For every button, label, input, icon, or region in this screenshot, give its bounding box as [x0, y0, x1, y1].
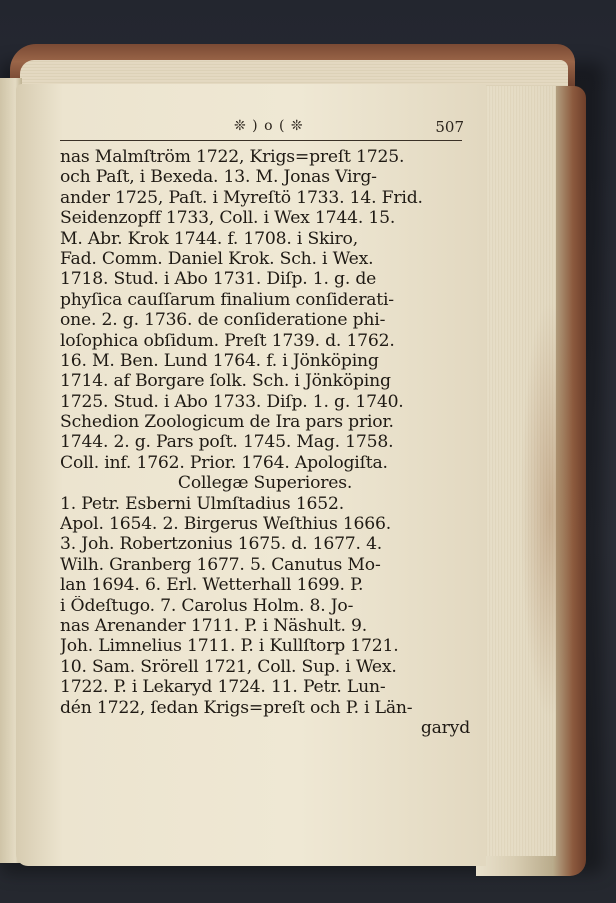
text-line: dén 1722, ſedan Krigs=preſt och P. i Län-	[60, 697, 413, 718]
text-line: nas Arenander 1711. P. i Näshult. 9.	[60, 615, 368, 636]
section-heading: Collegæ Superiores.	[177, 473, 353, 494]
text-line: och Paſt, i Bexeda. 13. M. Jonas Virg-	[60, 167, 377, 188]
catchword: garyd	[420, 717, 470, 738]
text-line: 3. Joh. Robertzonius 1675. d. 1677. 4.	[60, 534, 383, 555]
text-line: Joh. Limnelius 1711. P. i Kullſtorp 1721.	[60, 636, 399, 657]
text-line: 10. Sam. Srörell 1721, Coll. Sup. i Wex.	[60, 656, 397, 677]
text-line: one. 2. g. 1736. de conſideratione phi-	[60, 310, 386, 331]
text-line: 1. Petr. Esberni Ulmſtadius 1652.	[60, 493, 345, 514]
text-line: 1722. P. i Lekaryd 1724. 11. Petr. Lun-	[60, 677, 386, 698]
text-line: Fad. Comm. Daniel Krok. Sch. i Wex.	[60, 248, 374, 269]
text-line: nas Malmſtröm 1722, Krigs=preſt 1725.	[60, 147, 405, 167]
text-line: 1714. af Borgare ſolk. Sch. i Jönköping	[60, 371, 391, 392]
running-head	[60, 118, 470, 138]
text-line: ander 1725, Paſt. i Myreſtö 1733. 14. Frid.	[60, 187, 423, 208]
text-line: 1744. 2. g. Pars poſt. 1745. Mag. 1758.	[60, 432, 394, 453]
text-line: Seidenzopff 1733, Coll. i Wex 1744. 15.	[60, 208, 396, 229]
text-line: 1718. Stud. i Abo 1731. Diſp. 1. g. de	[60, 269, 377, 290]
text-line: M. Abr. Krok 1744. f. 1708. i Skiro,	[60, 228, 358, 249]
text-line: phyſica cauſſarum finalium conſiderati-	[60, 289, 394, 310]
text-line: loſophica obſidum. Preſt 1739. d. 1762.	[60, 330, 395, 351]
page-stain	[520, 300, 580, 720]
text-line: Apol. 1654. 2. Birgerus Weſthius 1666.	[60, 514, 392, 535]
text-line: i Ödeſtugo. 7. Carolus Holm. 8. Jo-	[60, 595, 354, 616]
page-body-text	[60, 147, 470, 738]
page-number: 507	[435, 118, 464, 136]
text-line: 16. M. Ben. Lund 1764. f. i Jönköping	[60, 350, 379, 371]
text-line: 1725. Stud. i Abo 1733. Diſp. 1. g. 1740.	[60, 391, 404, 412]
text-line: Schedion Zoologicum de Ira pars prior.	[60, 412, 394, 433]
text-line: Wilh. Granberg 1677. 5. Canutus Mo-	[60, 554, 381, 575]
header-ornament: ❊ ) o ( ❊	[234, 118, 304, 134]
header-rule	[60, 140, 462, 141]
text-line: lan 1694. 6. Erl. Wetterhall 1699. P.	[60, 575, 364, 596]
text-line: Coll. inf. 1762. Prior. 1764. Apologiſta.	[60, 452, 388, 473]
